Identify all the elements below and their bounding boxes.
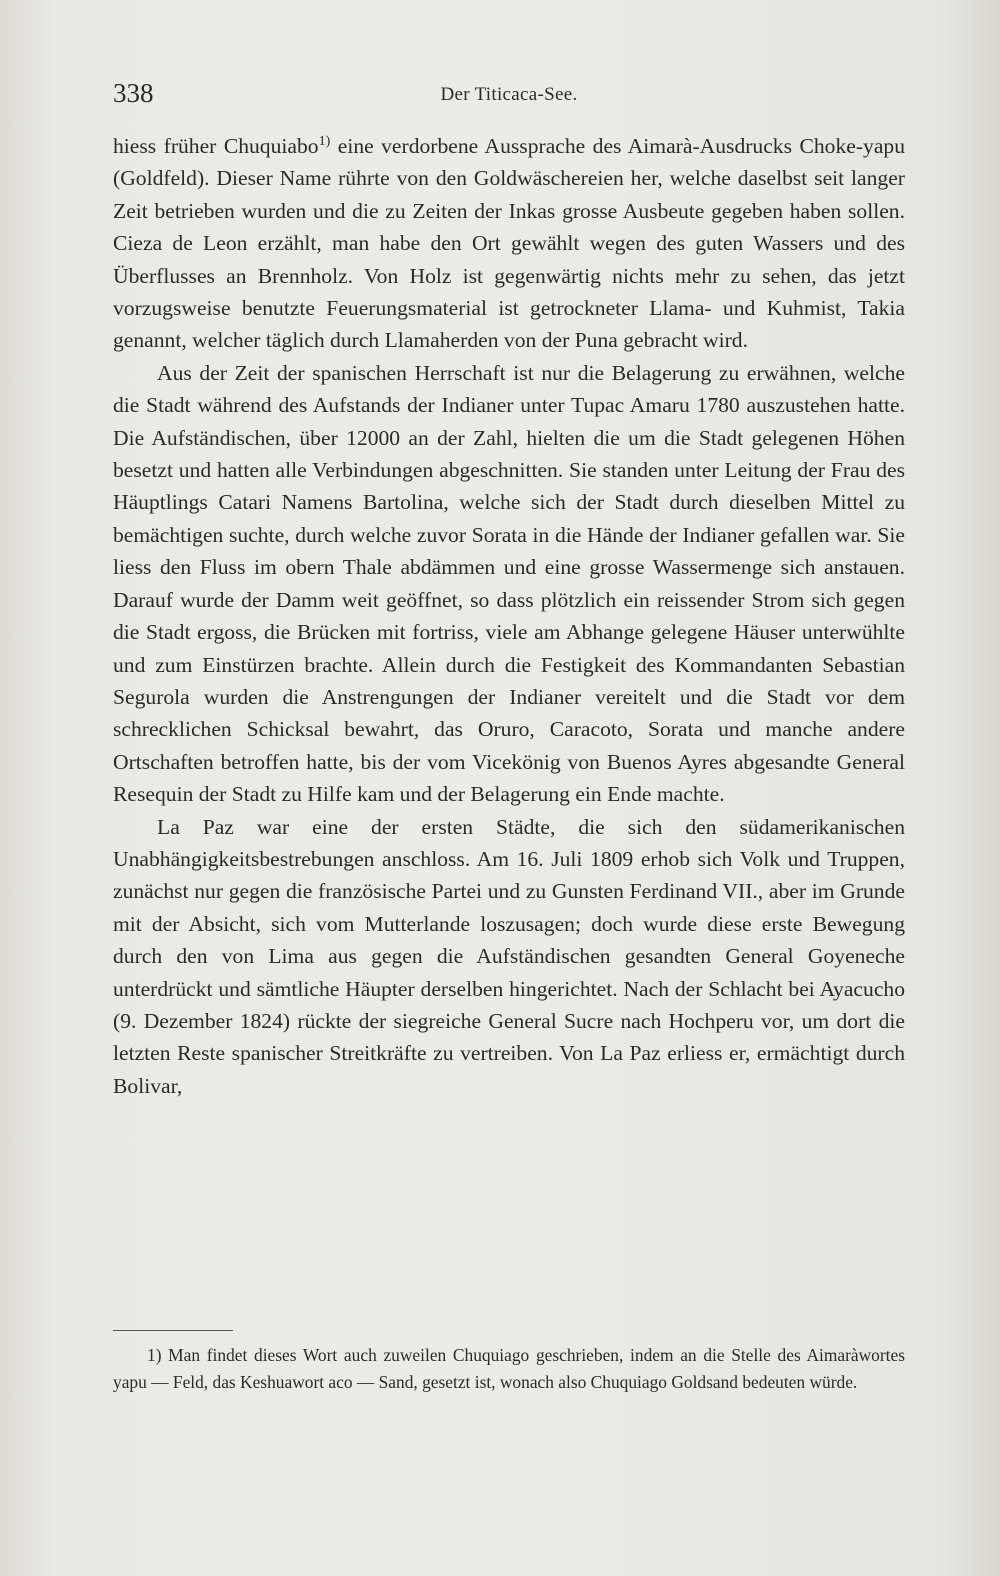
page-header bbox=[113, 78, 905, 118]
running-title: Der Titicaca-See. bbox=[440, 84, 578, 105]
paragraph-text: hiess früher Chuquiabo bbox=[113, 134, 319, 158]
footnote-marker: 1) bbox=[318, 132, 331, 149]
paragraph-text: eine verdorbene Aussprache des Aimarà-Ausdrucks Choke-yapu (Goldfeld). Dieser Name rührte von den Goldwäschereien her, welche daselbst seit langer Zeit betrieben wurden und die zu Zeiten der Inkas grosse Ausbeute gegeben haben sollen. Cieza de Leon erzählt, man habe den Ort gewählt wegen des guten Wassers und des Überflusses an Brennholz. Von Holz ist gegenwärtig nichts mehr zu sehen, das jetzt vorzugsweise benutzte Feuerungsmaterial ist getrockneter Llama- und Kuhmist, Takia genannt, welcher täglich durch Llamaherden von der Puna gebracht wird. bbox=[113, 134, 905, 353]
page-number: 338 bbox=[113, 78, 154, 108]
paragraph: Aus der Zeit der spanischen Herrschaft ist nur die Belagerung zu erwähnen, welche die Stadt während des Aufstands der Indianer unter Tupac Amaru 1780 auszustehen hatte. Die Aufständischen, über 12000 an der Zahl, hielten die um die Stadt gelegenen Höhen besetzt und hatten alle Verbindungen abgeschnitten. Sie standen unter Leitung der Frau des Häuptlings Catari Namens Bartolina, welche sich der Stadt durch dieselben Mittel zu bemächtigen suchte, durch welche zuvor Sorata in die Hände der Indianer gefallen war. Sie liess den Fluss im obern Thale abdämmen und eine grosse Wassermenge sich anstauen. Darauf wurde der Damm weit geöffnet, so dass plötzlich ein reissender Strom sich gegen die Stadt ergoss, die Brücken mit fortriss, viele am Abhange gelegene Häuser unterwühlte und zum Einstürzen brachte. Allein durch die Festigkeit des Kommandanten Sebastian Segurola wurden die Anstrengungen der Indianer vereitelt und die Stadt vor dem schrecklichen Schicksal bewahrt, das Oruro, Caracoto, Sorata und manche andere Ortschaften betroffen hatte, bis der vom Vicekönig von Buenos Ayres abgesandte General Resequin der Stadt zu Hilfe kam und der Belagerung ein Ende machte. bbox=[113, 360, 905, 807]
footnote-rule bbox=[113, 1330, 233, 1331]
paragraph: La Paz war eine der ersten Städte, die sich den südamerikanischen Unabhängigkeitsbestrebungen anschloss. Am 16. Juli 1809 erhob sich Volk und Truppen, zunächst nur gegen die französische Partei und zu Gunsten Ferdinand VII., aber im Grunde mit der Absicht, sich vom Mutterlande loszusagen; doch wurde diese erste Bewegung durch den von Lima aus gegen die Aufständischen gesandten General Goyeneche unterdrückt und sämtliche Häupter derselben hingerichtet. Nach der Schlacht bei Ayacucho (9. Dezember 1824) rückte der siegreiche General Sucre nach Hochperu vor, um dort die letzten Reste spanischer Streitkräfte zu vertreiben. Von La Paz erliess er, ermächtigt durch Bolivar, bbox=[113, 814, 905, 1098]
paragraph bbox=[113, 130, 905, 357]
body-text bbox=[113, 130, 905, 1102]
footnote: 1) Man findet dieses Wort auch zuweilen Chuquiago geschrieben, indem an die Stelle des Aimaràwortes yapu — Feld, das Keshuawort aco — Sand, gesetzt ist, wonach also Chuquiago Goldsand bedeuten würde. bbox=[113, 1345, 905, 1392]
